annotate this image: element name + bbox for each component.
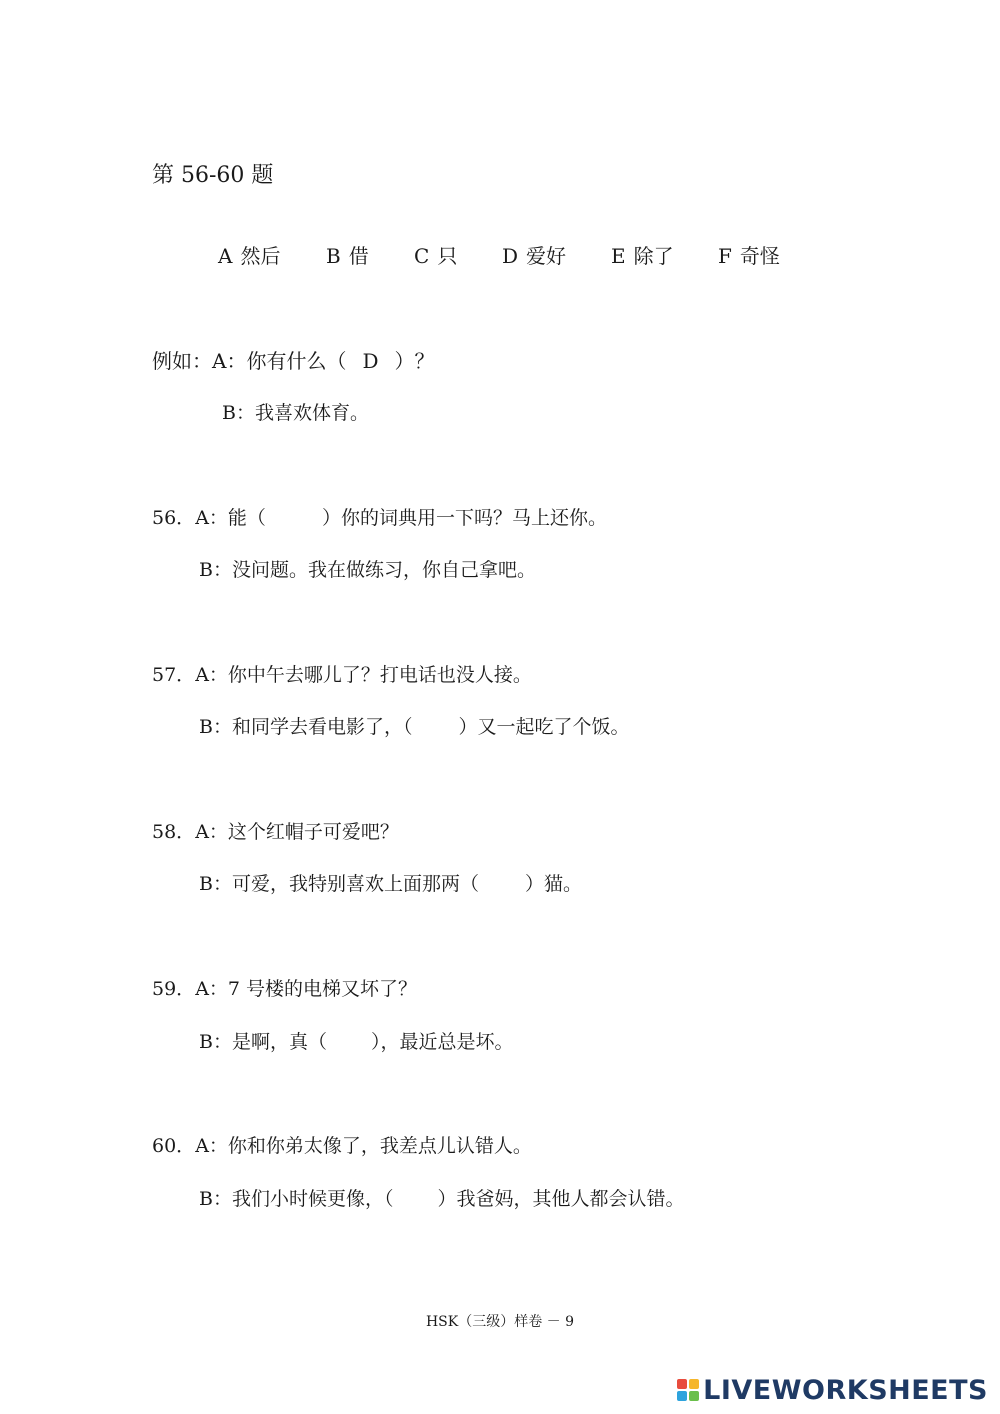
- option-word: 然后: [240, 244, 281, 268]
- page-footer: HSK（三级）样卷 － 9: [425, 1314, 575, 1330]
- question-58-line-b: [199, 869, 582, 896]
- speaker-label: B：: [199, 873, 232, 895]
- example-answer: D: [362, 349, 379, 373]
- example-line-a: [152, 345, 435, 374]
- option-letter: F: [718, 244, 732, 268]
- section-heading: 第 56-60 题: [152, 163, 274, 188]
- question-text: ）你的词典用一下吗？马上还你。: [321, 507, 607, 529]
- question-60-line-a: [152, 1131, 532, 1158]
- question-60-line-b: [199, 1184, 685, 1211]
- question-number: 57．: [152, 664, 196, 686]
- speaker-label: B：: [199, 716, 232, 738]
- speaker-label: B：: [199, 1188, 232, 1210]
- speaker-label: B：: [199, 1031, 232, 1053]
- option-c: [414, 240, 457, 269]
- question-text: ）猫。: [524, 873, 582, 895]
- example-text: 你有什么（: [246, 349, 347, 373]
- logo-icon: [677, 1379, 699, 1401]
- speaker-label: A：: [195, 821, 228, 843]
- question-text: 你和你弟太像了，我差点儿认错人。: [227, 1135, 532, 1157]
- logo-square: [689, 1391, 699, 1401]
- question-text: 可爱，我特别喜欢上面那两（: [231, 873, 479, 895]
- option-f: [718, 240, 780, 269]
- question-59-line-b: [199, 1027, 514, 1054]
- option-letter: B: [326, 244, 341, 268]
- example-line-b: [222, 398, 369, 425]
- question-text: ）又一起吃了个饭。: [458, 716, 630, 738]
- question-57-line-a: [152, 660, 532, 687]
- example-text: ）？: [394, 349, 435, 373]
- logo-text: LIVEWORKSHEETS: [703, 1374, 988, 1406]
- question-text: 7 号楼的电梯又坏了？: [227, 978, 418, 1000]
- question-text: ）我爸妈，其他人都会认错。: [437, 1188, 685, 1210]
- logo-square: [689, 1379, 699, 1389]
- speaker-label: A：: [212, 349, 247, 373]
- question-number: 56．: [152, 507, 196, 529]
- question-text: 这个红帽子可爱吧？: [227, 821, 399, 843]
- speaker-label: A：: [195, 507, 228, 529]
- speaker-label: B：: [222, 402, 255, 424]
- question-text: 没问题。我在做练习，你自己拿吧。: [231, 559, 536, 581]
- option-b: [326, 240, 369, 269]
- option-letter: A: [218, 244, 233, 268]
- option-d: [502, 240, 566, 269]
- option-word: 借: [348, 244, 369, 268]
- question-number: 58．: [152, 821, 196, 843]
- logo-square: [677, 1379, 687, 1389]
- option-word: 奇怪: [739, 244, 780, 268]
- option-letter: C: [414, 244, 430, 268]
- question-text: 你中午去哪儿了？打电话也没人接。: [227, 664, 532, 686]
- liveworksheets-logo[interactable]: [677, 1372, 988, 1408]
- question-text: 我们小时候更像，（: [231, 1188, 394, 1210]
- question-57-line-b: [199, 712, 630, 739]
- question-59-line-a: [152, 974, 417, 1001]
- option-a: [218, 240, 280, 269]
- question-56-line-a: [152, 503, 607, 530]
- example-text: 我喜欢体育。: [254, 402, 369, 424]
- question-number: 60．: [152, 1135, 196, 1157]
- option-letter: D: [502, 244, 519, 268]
- question-text: 能（: [227, 507, 266, 529]
- question-58-line-a: [152, 817, 399, 844]
- question-56-line-b: [199, 555, 536, 582]
- speaker-label: A：: [195, 978, 228, 1000]
- example-prefix: 例如：: [152, 349, 212, 373]
- speaker-label: B：: [199, 559, 232, 581]
- question-text: ），最近总是坏。: [370, 1031, 514, 1053]
- logo-square: [677, 1391, 687, 1401]
- option-word: 爱好: [526, 244, 567, 268]
- speaker-label: A：: [195, 1135, 228, 1157]
- question-text: 是啊，真（: [231, 1031, 327, 1053]
- question-number: 59．: [152, 978, 196, 1000]
- question-text: 和同学去看电影了，（: [231, 716, 413, 738]
- option-e: [611, 240, 674, 269]
- option-word: 只: [437, 244, 458, 268]
- option-word: 除了: [633, 244, 674, 268]
- speaker-label: A：: [195, 664, 228, 686]
- option-letter: E: [611, 244, 626, 268]
